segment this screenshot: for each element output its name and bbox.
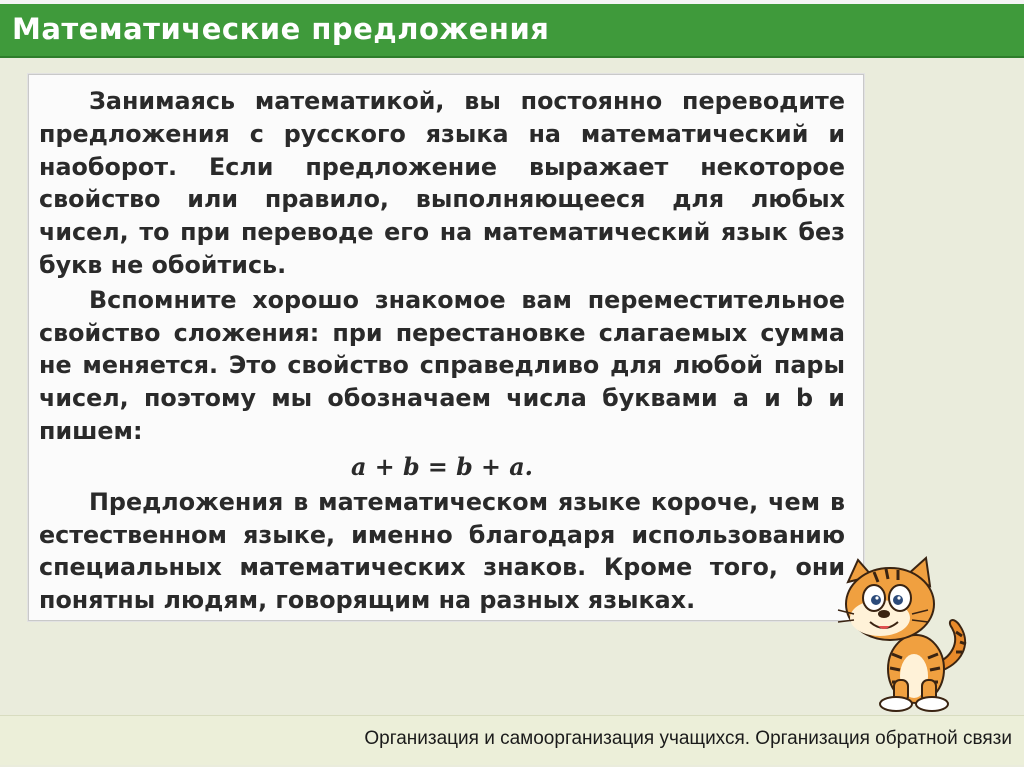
paragraph-1: Занимаясь математикой, вы постоянно переводите предложения с русского языка на математический и наоборот. Если предложение выражает некоторое свойство или правило, выполняющееся для любых чисел, то при переводе его на математический язык без букв не обойтись.: [39, 87, 845, 279]
textbook-excerpt: [28, 74, 864, 621]
excerpt-text: [39, 85, 845, 617]
footer-bar: [0, 715, 1024, 765]
formula: a + b = b + a.: [351, 452, 533, 481]
footer-caption: Организация и самоорганизация учащихся. Организация обратной связи: [364, 728, 1012, 749]
paragraph-3: Предложения в математическом языке короче, чем в естественном языке, именно благодаря использованию специальных математических знаков. Кроме того, они понятны людям, говорящим на разных языках.: [39, 487, 845, 615]
cartoon-cat-icon: [834, 554, 974, 714]
header-bar: [0, 4, 1024, 58]
slide-title: Математические предложения: [12, 12, 550, 46]
paragraph-2: Вспомните хорошо знакомое вам переместительное свойство сложения: при перестановке слагаемых сумма не меняется. Это свойство справедливо для любой пары чисел, поэтому мы обозначаем числа буквами a и b и пишем:: [39, 285, 845, 445]
